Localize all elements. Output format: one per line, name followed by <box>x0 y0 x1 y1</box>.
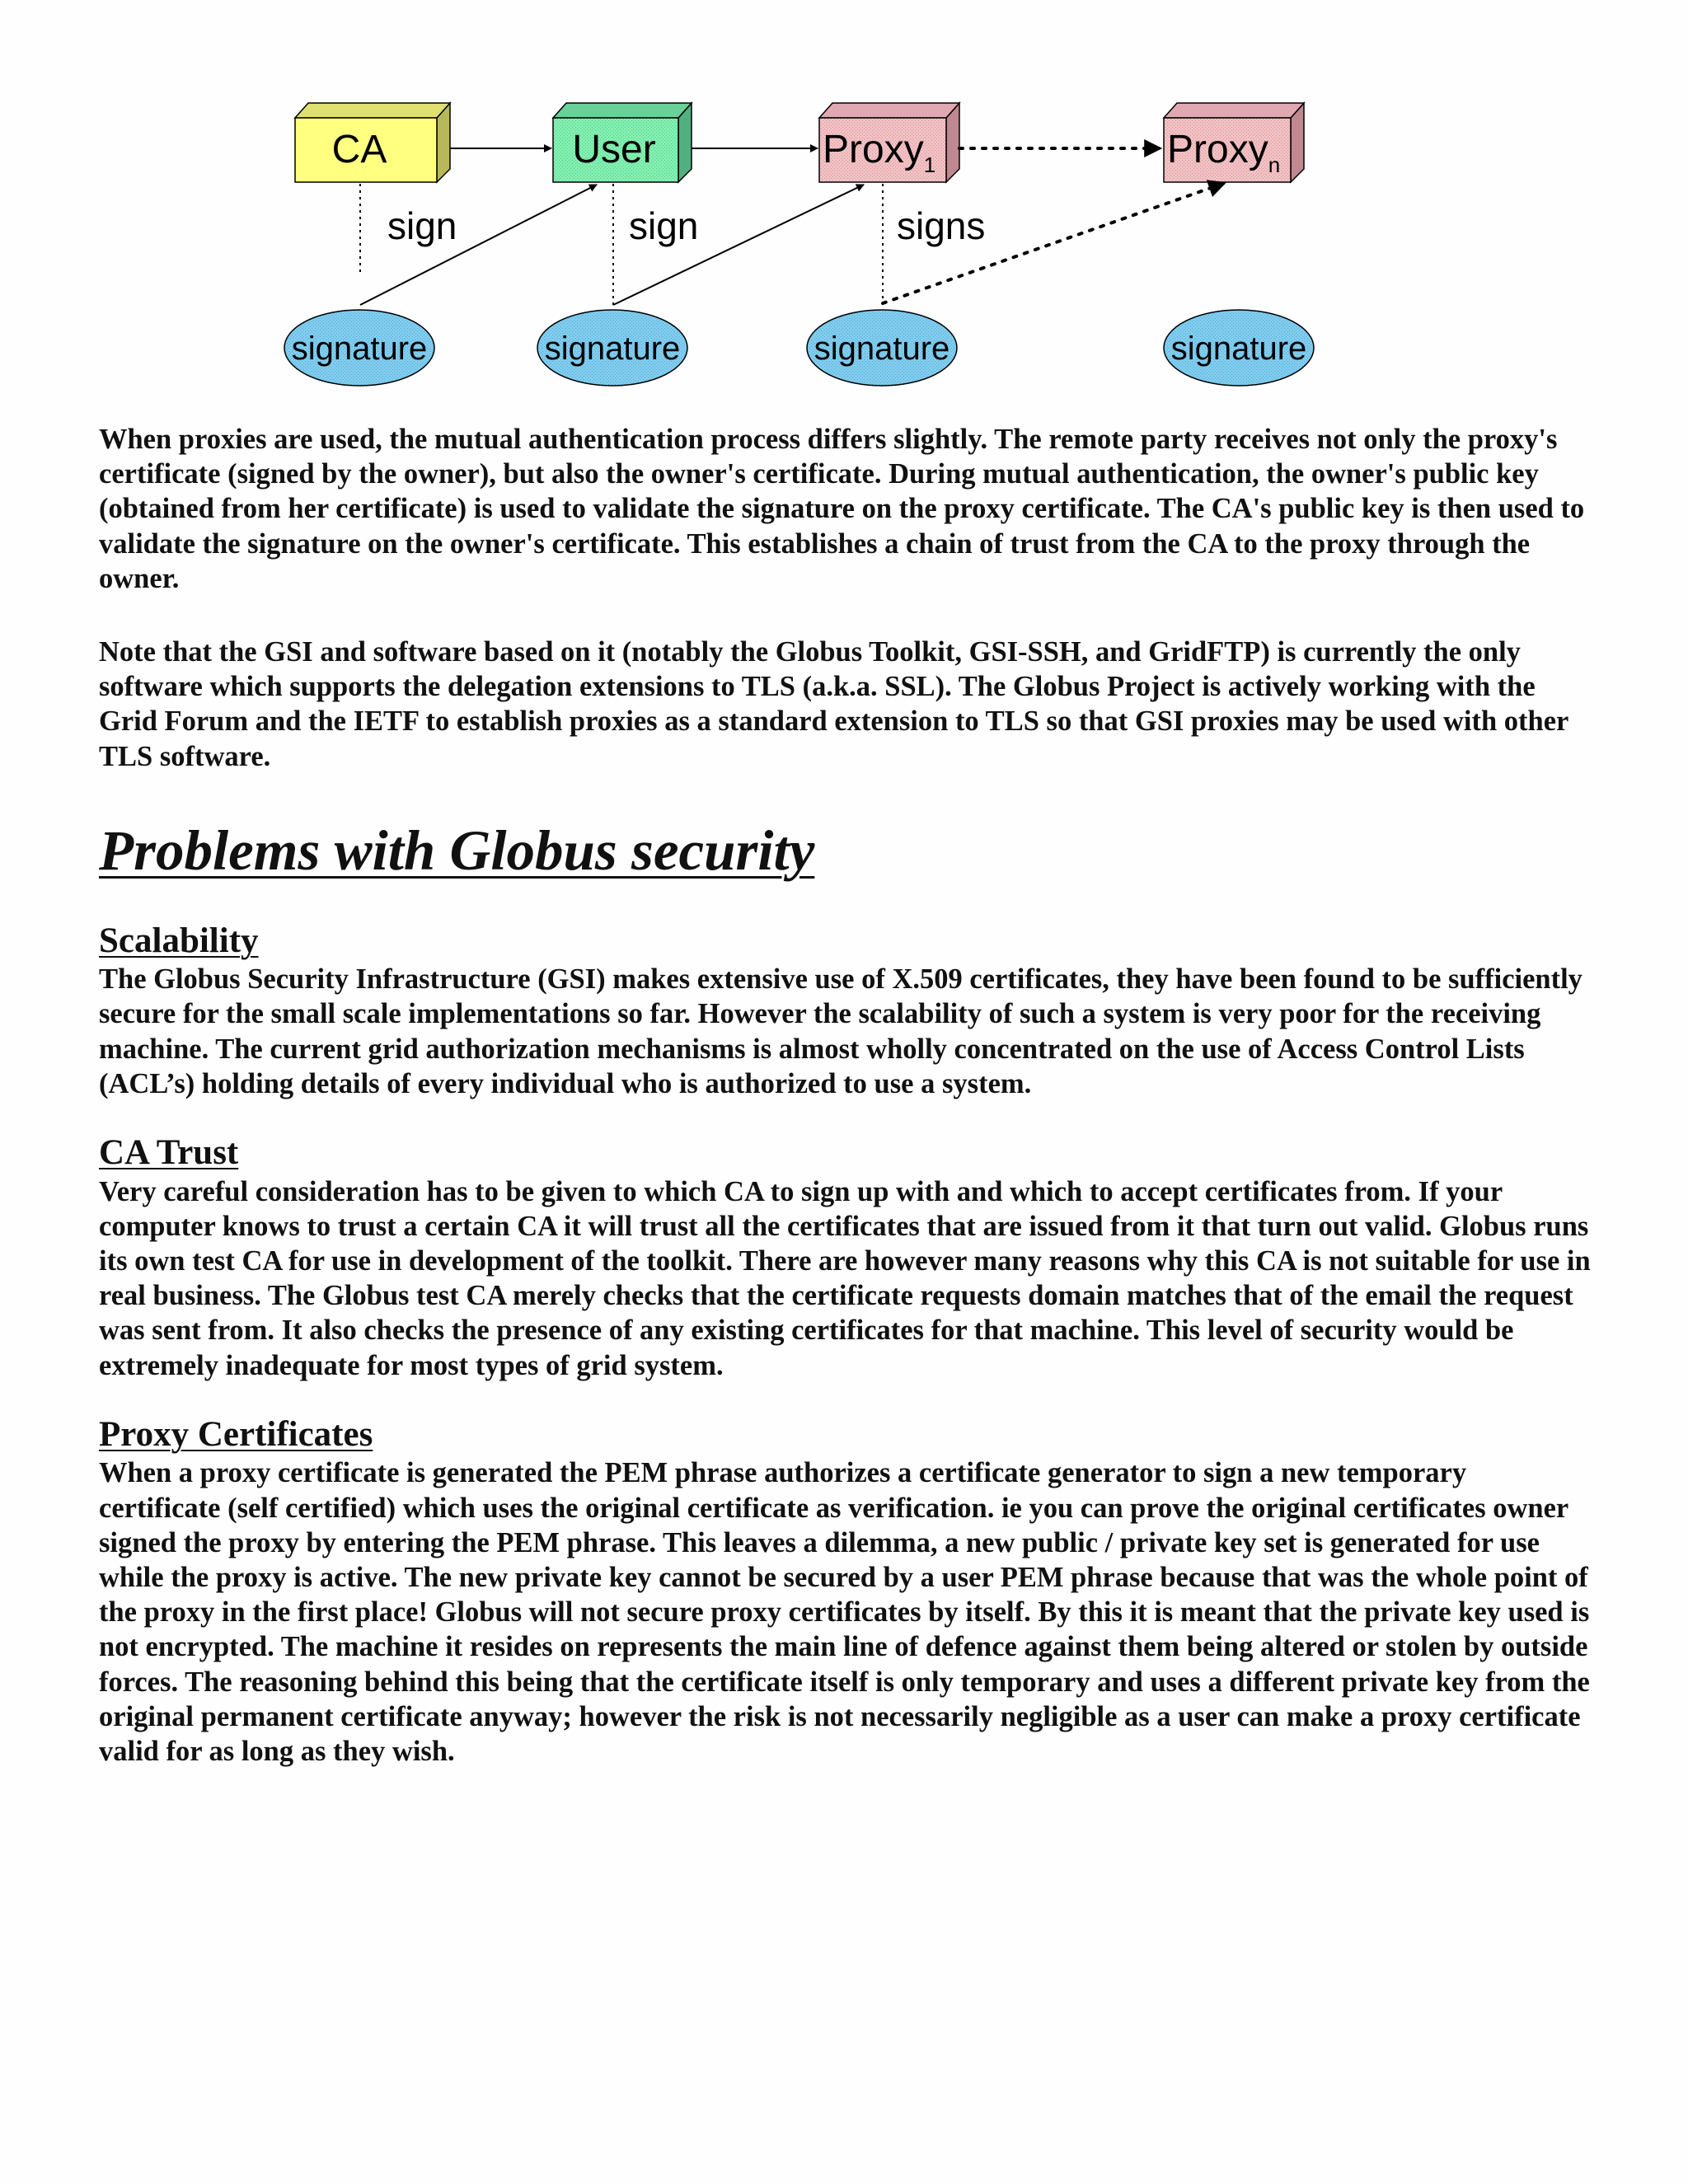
ca-box-label: CA <box>331 128 387 171</box>
signature-ellipse-1 <box>284 310 434 386</box>
paragraph-scalability: The Globus Security Infrastructure (GSI) makes extensive use of X.509 certificates, they have been found to be sufficiently secure for the small scale implementations so far. However the scalability of such a system is very poor for the receiving machine. The current grid authorization mechanisms is almost wholly concentrated on the use of Access Control Lists (ACL’s) holding details of every individual who is authorized to use a system. <box>99 963 1582 1099</box>
signature-ellipse-4 <box>1164 310 1314 386</box>
svg-text:Proxy1 <box>823 128 935 177</box>
paragraph-mutual-authentication: When proxies are used, the mutual authentication process differs slightly. The remote party receives not only the proxy's certificate (signed by the owner), but also the owner's certificate. During mutual authentication, the owner's public key (obtained from her certificate) is used to validate the signature on the proxy certificate. The CA's public key is then used to validate the signature on the owner's certificate. This establishes a chain of trust from the CA to the proxy through the owner. <box>99 424 1585 594</box>
signature-label-2: signature <box>544 330 681 367</box>
proxy-1-box-subscript: 1 <box>923 152 936 177</box>
paragraph-gsi-note: Note that the GSI and software based on it (notably the Globus Toolkit, GSI-SSH, and GridFTP) is currently the only software which supports the delegation extensions to TLS (a.k.a. SSL). The Globus Project is actively working with the Grid Forum and the IETF to establish proxies as a standard extension to TLS so that GSI proxies may be used with other TLS software. <box>99 636 1568 772</box>
subheading-proxy-certificates: Proxy Certificates <box>99 1414 373 1454</box>
proxy-n-box <box>1164 103 1304 182</box>
proxy-n-box-subscript: n <box>1268 152 1281 177</box>
signature-label-3: signature <box>814 330 950 367</box>
subheading-ca-trust: CA Trust <box>99 1133 239 1173</box>
document-body <box>99 422 1591 1769</box>
signature-label-1: signature <box>291 330 428 367</box>
ca-box <box>295 103 450 182</box>
proxy-chain-diagram <box>0 0 1688 412</box>
signature-ellipse-3 <box>807 310 957 386</box>
section-heading: Problems with Globus security <box>99 818 815 882</box>
sign-label-3: signs <box>897 204 986 247</box>
proxy-1-box <box>819 103 959 182</box>
user-box-label: User <box>572 128 656 171</box>
paragraph-proxy-certificates: When a proxy certificate is generated the PEM phrase authorizes a certificate generator to sign a new temporary certificate (self certified) which uses the original certificate as verification. ie you can prove the original certificates owner signed the proxy by entering the PEM phrase. This leaves a dilemma, a new public / private key set is generated for use while the proxy is active. The new private key cannot be secured by a user PEM phrase because that was the whole point of the proxy in the first place! Globus will not secure proxy certificates by itself. By this it is meant that the private key used is not encrypted. The machine it resides on represents the main line of defence against them being altered or stolen by outside forces. The reasoning behind this being that the certificate itself is only temporary and uses a different private key from the original permanent certificate anyway; however the risk is not necessarily negligible as a user can make a proxy certificate valid for as long as they wish. <box>99 1457 1590 1768</box>
sign-label-2: sign <box>629 204 699 247</box>
user-box <box>553 103 692 182</box>
signature-ellipse-2 <box>537 310 687 386</box>
svg-text:Proxyn <box>1167 128 1280 177</box>
subheading-scalability: Scalability <box>99 921 259 960</box>
sign-label-1: sign <box>387 204 457 247</box>
proxy-n-box-label: Proxy <box>1167 128 1268 171</box>
signature-label-4: signature <box>1170 330 1307 367</box>
paragraph-ca-trust: Very careful consideration has to be given to which CA to sign up with and which to accept certificates from. If your computer knows to trust a certain CA it will trust all the certificates that are issued from it that turn out valid. Globus runs its own test CA for use in development of the toolkit. There are however many reasons why this CA is not suitable for use in real business. The Globus test CA merely checks that the certificate requests domain matches that of the email the request was sent from. It also checks the presence of any existing certificates for that machine. This level of security would be extremely inadequate for most types of grid system. <box>99 1175 1591 1381</box>
proxy-1-box-label: Proxy <box>823 128 924 171</box>
